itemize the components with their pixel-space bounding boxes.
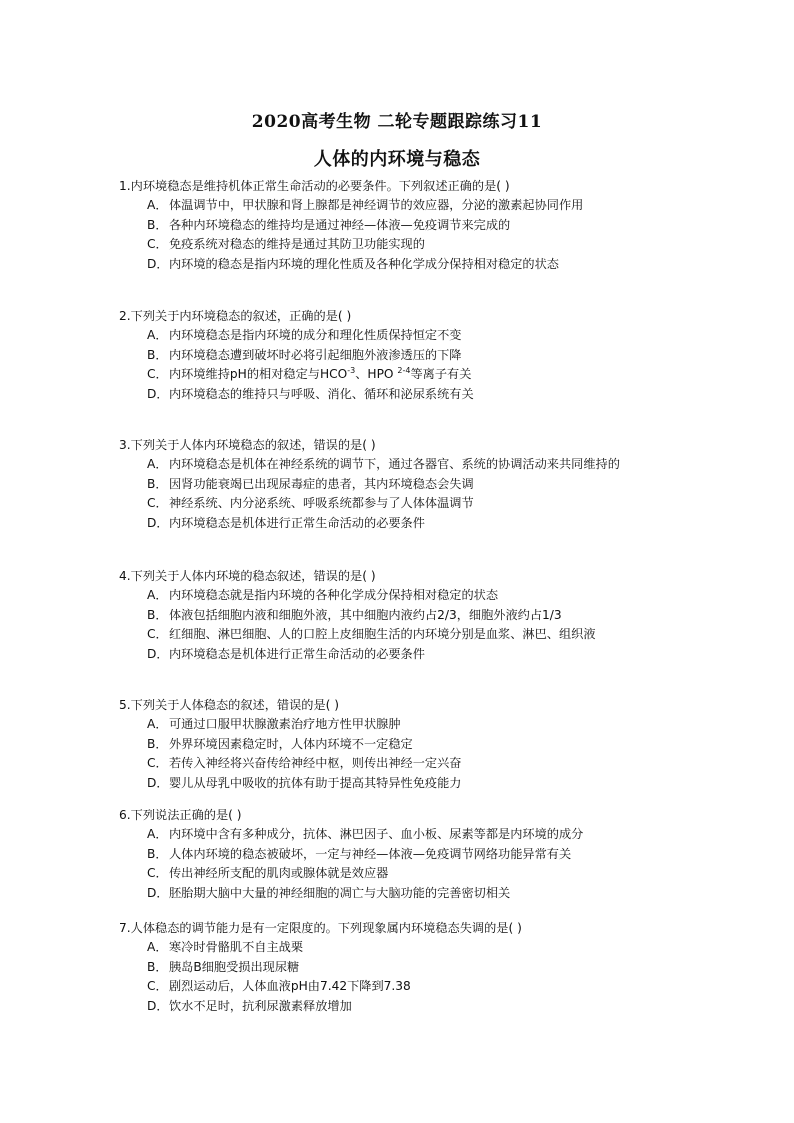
ion-charge: 2-4	[397, 365, 411, 375]
option-b	[119, 216, 759, 236]
option-letter: A．	[147, 940, 168, 954]
option-b	[119, 735, 759, 755]
option-text: 体温调节中，甲状腺和肾上腺都是神经调节的效应器，分泌的激素起协同作用	[169, 198, 584, 212]
question-stem: 6.下列说法正确的是( )	[119, 808, 242, 822]
question-stem: 2.下列关于内环境稳态的叙述，正确的是( )	[119, 309, 352, 323]
question-2	[119, 306, 759, 404]
option-d	[119, 997, 759, 1017]
option-text: 若传入神经将兴奋传给神经中枢，则传出神经一定兴奋	[169, 756, 462, 770]
option-text: 内环境稳态是机体在神经系统的调节下，通过各器官、系统的协调活动来共同维持的	[169, 457, 620, 471]
option-text: 饮水不足时，抗利尿激素释放增加	[169, 998, 352, 1013]
option-letter: C．	[147, 979, 168, 993]
option-letter: D．	[147, 386, 169, 401]
option-letter: B．	[147, 217, 168, 232]
option-text: 内环境的稳态是指内环境的理化性质及各种化学成分保持相对稳定的状态	[169, 256, 559, 271]
option-text: 因肾功能衰竭已出现尿毒症的患者，其内环境稳态会失调	[169, 476, 474, 491]
option-letter: D．	[147, 775, 169, 790]
option-d	[119, 514, 759, 534]
option-a	[119, 196, 759, 216]
page-subtitle: 人体的内环境与稳态	[313, 149, 481, 170]
option-letter: B．	[147, 607, 168, 622]
option-b	[119, 958, 759, 978]
ion-charge: -3	[347, 365, 356, 375]
option-text-cont: 等离子有关	[410, 367, 472, 381]
option-d	[119, 255, 759, 275]
option-c	[119, 235, 759, 255]
option-a	[119, 938, 759, 958]
option-letter: A．	[147, 588, 168, 602]
option-letter: C．	[147, 496, 168, 510]
question-stem: 1.内环境稳态是维持机体正常生命活动的必要条件。下列叙述正确的是( )	[119, 179, 510, 193]
question-1	[119, 176, 759, 274]
option-letter: B．	[147, 476, 168, 491]
option-b	[119, 606, 759, 626]
question-7	[119, 918, 759, 1016]
option-letter: C．	[147, 237, 168, 251]
option-letter: A．	[147, 328, 168, 342]
option-text: 外界环境因素稳定时，人体内环境不一定稳定	[169, 736, 413, 751]
option-c	[119, 625, 759, 645]
option-c	[119, 754, 759, 774]
option-d	[119, 774, 759, 794]
option-letter: A．	[147, 717, 168, 731]
option-text: 婴儿从母乳中吸收的抗体有助于提高其特异性免疫能力	[169, 775, 462, 790]
option-text: 神经系统、内分泌系统、呼吸系统都参与了人体体温调节	[169, 496, 474, 510]
option-text: 内环境稳态是机体进行正常生命活动的必要条件	[169, 646, 425, 661]
option-c	[119, 365, 759, 385]
option-text: 内环境稳态是指内环境的成分和理化性质保持恒定不变	[169, 328, 462, 342]
option-a	[119, 326, 759, 346]
option-b	[119, 475, 759, 495]
option-text: 剧烈运动后，人体血液pH由7.42下降到7.38	[169, 979, 411, 993]
option-text: 内环境稳态是机体进行正常生命活动的必要条件	[169, 515, 425, 530]
option-c	[119, 864, 759, 884]
option-text: 免疫系统对稳态的维持是通过其防卫功能实现的	[169, 237, 425, 251]
option-text: 可通过口服甲状腺激素治疗地方性甲状腺肿	[169, 717, 401, 731]
option-letter: A．	[147, 457, 168, 471]
option-letter: C．	[147, 627, 168, 641]
option-a	[119, 455, 759, 475]
option-text: 内环境稳态的维持只与呼吸、消化、循环和泌尿系统有关	[169, 386, 474, 401]
option-text: 体液包括细胞内液和细胞外液，其中细胞内液约占2/3，细胞外液约占1/3	[169, 607, 562, 622]
option-b	[119, 845, 759, 865]
option-text: 人体内环境的稳态被破坏，一定与神经—体液—免疫调节网络功能异常有关	[169, 846, 572, 861]
option-letter: A．	[147, 827, 168, 841]
option-letter: D．	[147, 256, 169, 271]
option-letter: B．	[147, 736, 168, 751]
question-3	[119, 435, 759, 533]
option-letter: D．	[147, 885, 169, 900]
question-stem: 3.下列关于人体内环境稳态的叙述，错误的是( )	[119, 438, 376, 452]
option-text: 胰岛B细胞受损出现尿糖	[169, 959, 300, 974]
option-text: 内环境维持pH的相对稳定与HCO	[169, 367, 348, 381]
option-text: 红细胞、淋巴细胞、人的口腔上皮细胞生活的内环境分别是血浆、淋巴、组织液	[169, 627, 596, 641]
option-d	[119, 385, 759, 405]
question-6	[119, 805, 759, 903]
question-5	[119, 695, 759, 793]
option-text: 内环境中含有多种成分，抗体、淋巴因子、血小板、尿素等都是内环境的成分	[169, 827, 584, 841]
option-a	[119, 715, 759, 735]
question-stem: 5.下列关于人体稳态的叙述，错误的是( )	[119, 698, 340, 712]
option-letter: C．	[147, 756, 168, 770]
option-letter: D．	[147, 646, 169, 661]
option-letter: B．	[147, 347, 168, 362]
option-a	[119, 825, 759, 845]
option-letter: D．	[147, 515, 169, 530]
question-stem: 4.下列关于人体内环境的稳态叙述，错误的是( )	[119, 569, 376, 583]
option-a	[119, 586, 759, 606]
page-title: 2020高考生物 二轮专题跟踪练习11	[251, 112, 543, 132]
option-b	[119, 346, 759, 366]
option-text: 胚胎期大脑中大量的神经细胞的凋亡与大脑功能的完善密切相关	[169, 885, 511, 900]
option-d	[119, 645, 759, 665]
option-text: 传出神经所支配的肌肉或腺体就是效应器	[169, 866, 389, 880]
option-text: 寒冷时骨骼肌不自主战栗	[169, 940, 304, 954]
option-letter: B．	[147, 959, 168, 974]
option-letter: A．	[147, 198, 168, 212]
option-text: 内环境稳态遭到破坏时必将引起细胞外液渗透压的下降	[169, 347, 462, 362]
option-c	[119, 494, 759, 514]
option-letter: C．	[147, 367, 168, 381]
question-4	[119, 566, 759, 664]
option-letter: C．	[147, 866, 168, 880]
option-letter: B．	[147, 846, 168, 861]
option-text-cont: 、HPO	[355, 367, 398, 381]
option-text: 内环境稳态就是指内环境的各种化学成分保持相对稳定的状态	[169, 588, 499, 602]
option-d	[119, 884, 759, 904]
option-text: 各种内环境稳态的维持均是通过神经—体液—免疫调节来完成的	[169, 217, 511, 232]
option-c	[119, 977, 759, 997]
option-letter: D．	[147, 998, 169, 1013]
question-stem: 7.人体稳态的调节能力是有一定限度的。下列现象属内环境稳态失调的是( )	[119, 921, 522, 935]
